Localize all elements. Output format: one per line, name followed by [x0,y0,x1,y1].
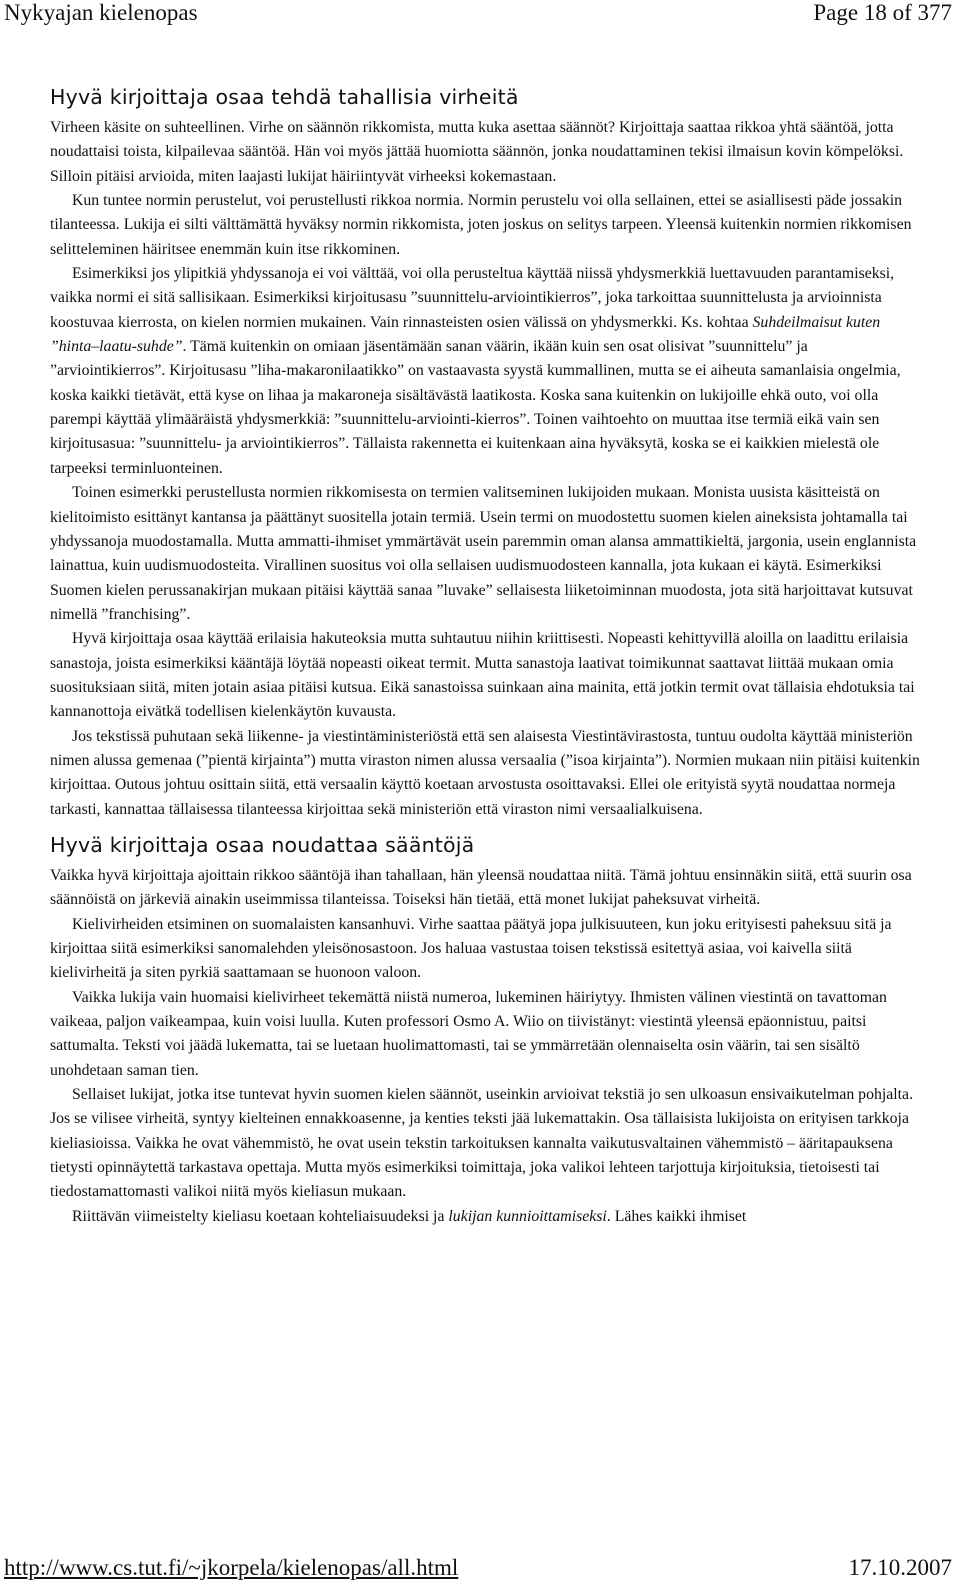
section-heading: Hyvä kirjoittaja osaa noudattaa sääntöjä [50,832,475,857]
section-heading: Hyvä kirjoittaja osaa tehdä tahallisia virheitä [50,85,519,109]
paragraph: Sellaiset lukijat, jotka itse tuntevat hyvin suomen kielen säännöt, useinkin arvioivat tekstiä jo sen ulkoasun ensivaikutelman pohjalta. Jos se vilisee virheitä, syntyy kielteinen ennakkoasenne, ja kenties teksti jää lukemattakin. Osa tällaisista lukijoista on erityisen tarkkoja kieliasioissa. Vaikka he ovat vähemmistö, he ovat usein tekstin tarkoituksen kannalta vaikutusvaltainen vähemmistö – ääritapauksena tietysti opinnäytettä tarkastava opettaja. Mutta myös esimerkiksi toimittaja, joka valikoi lehteen tarjottuja kirjoituksia, tietoisesti tai tiedostamattomasti valikoi niitä myös kieliasun mukaan. [50,1086,914,1201]
paragraph: Vaikka lukija vain huomaisi kielivirheet tekemättä niistä numeroa, lukeminen häiriytyy. Ihmisten välinen viestintä on tavattoman vaikeaa, paljon vaikeampaa, kuin voisi luulla. Kuten professori Osmo A. Wiio on tiivistänyt: viestintä yleensä epäonnistuu, paitsi sattumalta. Teksti voi jäädä lukematta, tai se luetaan huolimattomasti, tai se ymmärretään olennaiselta osin väärin, tai sen sisältö unohdetaan saman tien. [50,988,887,1079]
paragraph: Hyvä kirjoittaja osaa käyttää erilaisia hakuteoksia mutta suhtautuu niihin kriittisesti. Nopeasti kehittyvillä aloilla on laadittu erilaisia sanastoja, joista esimerkiksi kääntäjä löytää nopeasti oikeat termit. Mutta sanastoja laativat toimikunnat saattavat liittää mukaan omia suosituksiaan siitä, miten jotain asiaa pitäisi kutsua. Eikä sanastoissa suinkaan aina mainita, että jotkin termit ovat tällaisia ehdotuksia tai kannanottoja eivätkä todellisen kielenkäytön kuvausta. [50,630,915,721]
paragraph-text: . Lähes kaikki ihmiset [606,1207,747,1225]
paragraph: Virheen käsite on suhteellinen. Virhe on säännön rikkomista, mutta kuka asettaa säännöt? Kirjoittaja saattaa rikkoa yhtä sääntöä, jotta noudattaisi toista, kilpailevaa sääntöä. Hän voi myös jättää huomiotta säännön, jonka noudattaminen tekisi ilmaisun kovin kömpelöksi. Silloin pitäisi arvioida, miten laajasti lukijat häiriintyvät virheeksi kokemastaan. [50,119,904,185]
document-title: Nykyajan kielenopas [4,0,198,25]
print-date: 17.10.2007 [848,1555,952,1580]
page-header [0,0,960,28]
source-url-link[interactable]: http://www.cs.tut.fi/~jkorpela/kielenopas/all.html [4,1555,459,1580]
paragraph: Vaikka hyvä kirjoittaja ajoittain rikkoo sääntöjä ihan tahallaan, hän yleensä noudattaa niitä. Tämä johtuu ensinnäkin siitä, että suurin osa säännöistä on järkeviä ainakin useimmissa tilanteissa. Toiseksi hän tietää, että monet lukijat paheksuvat virheitä. [50,866,912,909]
paragraph: Kun tuntee normin perustelut, voi perustellusti rikkoa normia. Normin perustelu voi olla sellainen, ettei se asiallisesti päde jossakin tilanteessa. Lukija ei silti välttämättä hyväksy normin rikkomista, joten joskus on selitys tarpeen. Yleensä kuitenkin normien rikkomisen selitteleminen häiritsee enemmän kuin itse rikkominen. [50,192,912,258]
paragraph-text: . Tämä kuitenkin on omiaan jäsentämään sanan väärin, ikään kuin sen osat olisivat ”suunnittelu” ja ”arviointikierros”. Kirjoitusasu ”liha-makaronilaatikko” on vastaavasta syystä kummallinen, mutta se ei aiheuta samanlaisia ongelmia, koska kaikki tietävät, että kyse on lihaa ja makaroneja sisältävästä laatikosta. Koska sana kuitenkin on lukijoille ehkä outo, voi olla parempi käyttää ylimääräistä yhdysmerkkiä: ”suunnittelu-arviointi-kierros”. Toinen vaihtoehto on muuttaa itse termiä eikä vain sen kirjoitusasua: ”suunnittelu- ja arviointikierros”. Tällaista rakennetta ei kuitenkaan aina hyväksytä, koska se ei kaikkien mielestä ole tarpeeksi terminluonteinen. [50,338,901,477]
cross-reference-link[interactable]: lukijan kunnioittamiseksi [448,1207,607,1225]
paragraph-text: Riittävän viimeistelty kieliasu koetaan kohteliaisuudeksi ja [72,1207,449,1225]
page-footer [0,1554,960,1584]
paragraph-text: Esimerkiksi jos ylipitkiä yhdyssanoja ei voi välttää, voi olla perusteltua käyttää niissä yhdysmerkkiä luettavuuden parantamiseksi, vaikka normi ei sitä sallisikaan. Esimerkiksi kirjoitusasu ”suunnittelu-arviointikierros”, joka tarkoittaa suunnittelusta ja arvioinnista koostuvaa kierrosta, on kielen normien mukainen. Vain rinnasteisten osien välissä on yhdysmerkki. Ks. kohtaa [50,265,895,331]
paragraph: Jos tekstissä puhutaan sekä liikenne- ja viestintäministeriöstä että sen alaisesta Viestintävirastosta, tuntuu oudolta käyttää ministeriön nimen alussa gemenaa (”pientä kirjainta”) mutta viraston nimen alussa versaalia (”isoa kirjainta”). Normien mukaan niin pitäisi kuitenkin kirjoittaa. Outous johtuu osittain siitä, että versaalin käyttö koetaan arvostusta osoittavaksi. Ellei ole erityistä syytä noudattaa normeja tarkasti, kannattaa tällaisessa tilanteessa kirjoittaa sekä ministeriön että viraston nimi versaalialkuisena. [50,727,920,818]
cross-reference-link[interactable]: Suhdeilmaisut kuten ”hinta–laatu-suhde” [50,313,881,356]
paragraph [50,1205,926,1229]
paragraph: Kielivirheiden etsiminen on suomalaisten kansanhuvi. Virhe saattaa päätyä jopa julkisuuteen, kun joku erityisesti paheksuu sitä ja kirjoittaa siitä esimerkiksi sanomalehden yleisönosastoon. Jos haluaa vastustaa toisen tekstissä esitettyä asiaa, voi kaivella siitä kielivirheitä ja siten pyrkiä saattamaan se huonoon valoon. [50,915,892,982]
paragraph: Toinen esimerkki perustellusta normien rikkomisesta on termien valitseminen lukijoiden mukaan. Monista uusista käsitteistä on kielitoimisto esittänyt kantansa ja päättänyt suositella jotain termiä. Usein termi on muodostettu suomen kielen aineksista johtamalla tai yhdyssanoja muodostamalla. Mutta ammatti-ihmiset ymmärtävät usein paremmin oman alansa ammattikieltä, jargonia, usein englannista lainattua, kuin uudismuodosteita. Virallinen suositus voi olla sellaisen uudismuodosteen kannalla, jota kukaan ei käytä. Esimerkiksi Suomen kielen perussanakirjan mukaan pitäisi käyttää sanaa ”luvake” sellaisesta liiketoiminnan muodosta, jota sitä harjoittavat kutsuvat nimellä ”franchising”. [50,484,917,623]
paragraph [50,262,926,481]
page-number: Page 18 of 377 [813,0,952,25]
document-body [50,84,926,1229]
